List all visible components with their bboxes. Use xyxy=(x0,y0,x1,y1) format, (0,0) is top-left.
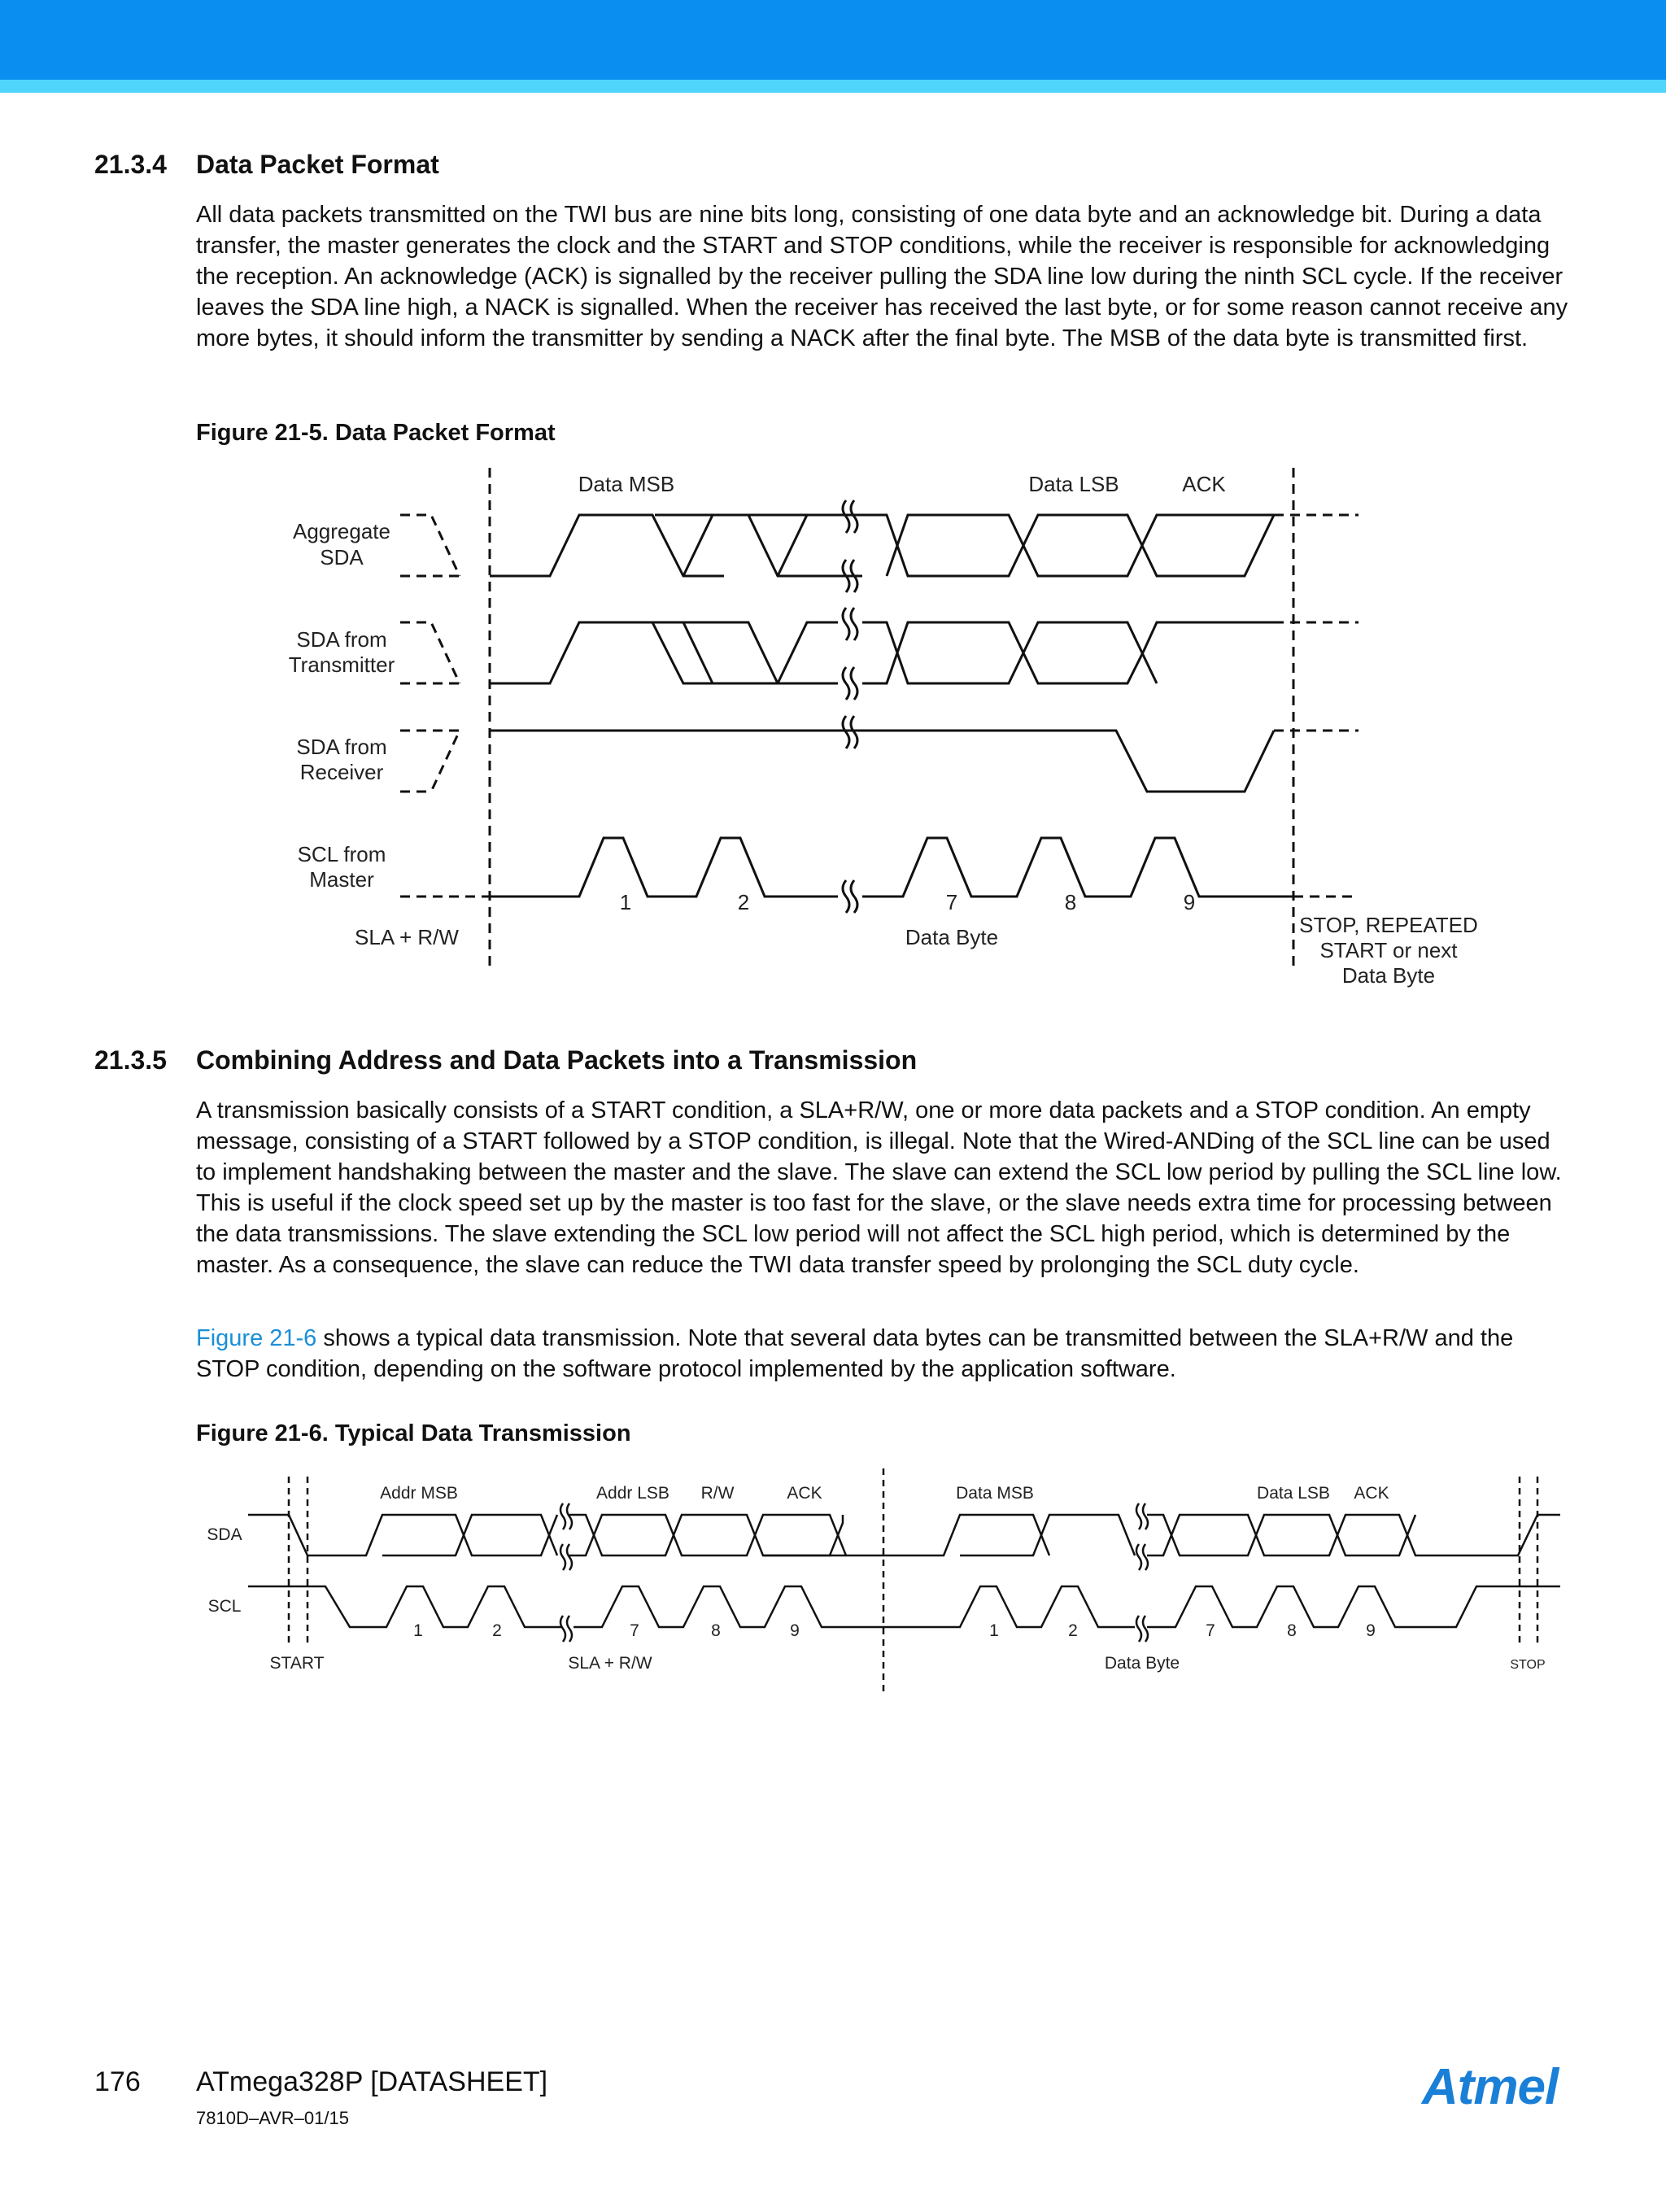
pulse-number: 9 xyxy=(1366,1621,1376,1640)
reference-text: shows a typical data transmission. Note that several data bytes can be transmitted between the SLA+R/W and the STOP condition, depending on the software protocol implemented by the application software. xyxy=(196,1325,1514,1382)
pulse-number: 8 xyxy=(1287,1621,1297,1640)
row-label-aggregate-2: SDA xyxy=(320,545,364,569)
row-label-scl-2: Master xyxy=(309,867,374,892)
figure-21-6-link[interactable]: Figure 21-6 xyxy=(196,1325,317,1351)
section-title: Combining Address and Data Packets into a Transmission xyxy=(196,1045,918,1075)
pulse-number: 1 xyxy=(413,1621,423,1640)
pulse-number: 7 xyxy=(1206,1621,1215,1640)
section-paragraph: All data packets transmitted on the TWI bus are nine bits long, consisting of one data byte and an acknowledge bit. During a data transfer, the master generates the clock and the START and STOP conditions, while the receiver is responsible for acknowledging the reception. An acknowledge (ACK) is signalled by the receiver pulling the SDA line low during the ninth SCL cycle. If the receiver leaves the SDA line high, a NACK is signalled. When the receiver has received the last byte, or for some reason cannot receive any more bytes, it should inform the transmitter by sending a NACK after the final byte. The MSB of the data byte is transmitted first. xyxy=(196,202,1568,351)
pulse-number: 7 xyxy=(945,890,958,914)
label-data-byte: Data Byte xyxy=(1104,1654,1180,1673)
pulse-number: 9 xyxy=(1183,890,1196,914)
figure-reference-paragraph xyxy=(196,1323,1571,1385)
pulse-number: 2 xyxy=(1068,1621,1078,1640)
label-stop-1: STOP, REPEATED xyxy=(1299,913,1478,937)
pulse-number: 1 xyxy=(619,890,632,914)
label-start: START xyxy=(269,1654,325,1673)
label-stop: STOP xyxy=(1510,1658,1546,1672)
section-title: Data Packet Format xyxy=(196,150,439,179)
row-label-scl: SCL xyxy=(207,1597,242,1616)
label-sla-rw: SLA + R/W xyxy=(568,1654,652,1673)
row-label-receiver-2: Receiver xyxy=(299,760,384,784)
label-data-msb: Data MSB xyxy=(578,472,675,496)
pulse-number: 8 xyxy=(1064,890,1077,914)
figure-caption: Figure 21-6. Typical Data Transmission xyxy=(196,1420,631,1446)
row-label-transmitter-1: SDA from xyxy=(296,627,387,652)
pulse-number: 1 xyxy=(989,1621,999,1640)
section-number: 21.3.5 xyxy=(94,1045,167,1075)
typical-data-transmission-diagram xyxy=(0,1448,1666,1700)
label-addr-lsb: Addr LSB xyxy=(596,1484,669,1503)
pulse-number: 8 xyxy=(711,1621,721,1640)
row-label-aggregate-1: Aggregate xyxy=(293,519,390,543)
label-data-msb: Data MSB xyxy=(956,1484,1034,1503)
label-rw: R/W xyxy=(700,1484,735,1503)
row-label-scl-1: SCL from xyxy=(297,842,386,866)
pulse-number: 7 xyxy=(630,1621,639,1640)
row-label-sda: SDA xyxy=(207,1525,242,1544)
atmel-logo: Atmel xyxy=(1422,2059,1559,2115)
section-paragraph: A transmission basically consists of a START condition, a SLA+R/W, one or more data packets and a STOP condition. An empty message, consisting of a START followed by a STOP condition, is illegal. Note that the Wired-ANDing of the SCL line can be used to implement handshaking between the master and the slave. The slave can extend the SCL low period by pulling the SCL line low. This is useful if the clock speed set up by the master is too fast for the slave, or the slave needs extra time for processing between the data transmissions. The slave extending the SCL low period will not affect the SCL high period, which is determined by the master. As a consequence, the slave can reduce the TWI data transfer speed by prolonging the SCL duty cycle. xyxy=(196,1097,1562,1278)
document-title: ATmega328P [DATASHEET] xyxy=(196,2066,548,2097)
pulse-number: 9 xyxy=(790,1621,800,1640)
document-number: 7810D–AVR–01/15 xyxy=(196,2108,349,2128)
data-packet-format-diagram xyxy=(0,0,1666,1025)
label-data-lsb: Data LSB xyxy=(1028,472,1119,496)
label-ack: ACK xyxy=(787,1484,822,1503)
label-sla-rw: SLA + R/W xyxy=(355,925,459,949)
figure-caption: Figure 21-5. Data Packet Format xyxy=(196,420,556,446)
row-label-transmitter-2: Transmitter xyxy=(288,652,395,677)
label-ack: ACK xyxy=(1182,472,1226,496)
label-data-lsb: Data LSB xyxy=(1257,1484,1330,1503)
label-ack: ACK xyxy=(1354,1484,1389,1503)
page-number: 176 xyxy=(94,2066,141,2097)
pulse-number: 2 xyxy=(737,890,750,914)
label-stop-2: START or next xyxy=(1319,938,1458,962)
label-addr-msb: Addr MSB xyxy=(380,1484,458,1503)
label-data-byte: Data Byte xyxy=(905,925,999,949)
section-number: 21.3.4 xyxy=(94,150,167,179)
pulse-number: 2 xyxy=(492,1621,502,1640)
label-stop-3: Data Byte xyxy=(1341,963,1436,988)
row-label-receiver-1: SDA from xyxy=(296,735,387,759)
